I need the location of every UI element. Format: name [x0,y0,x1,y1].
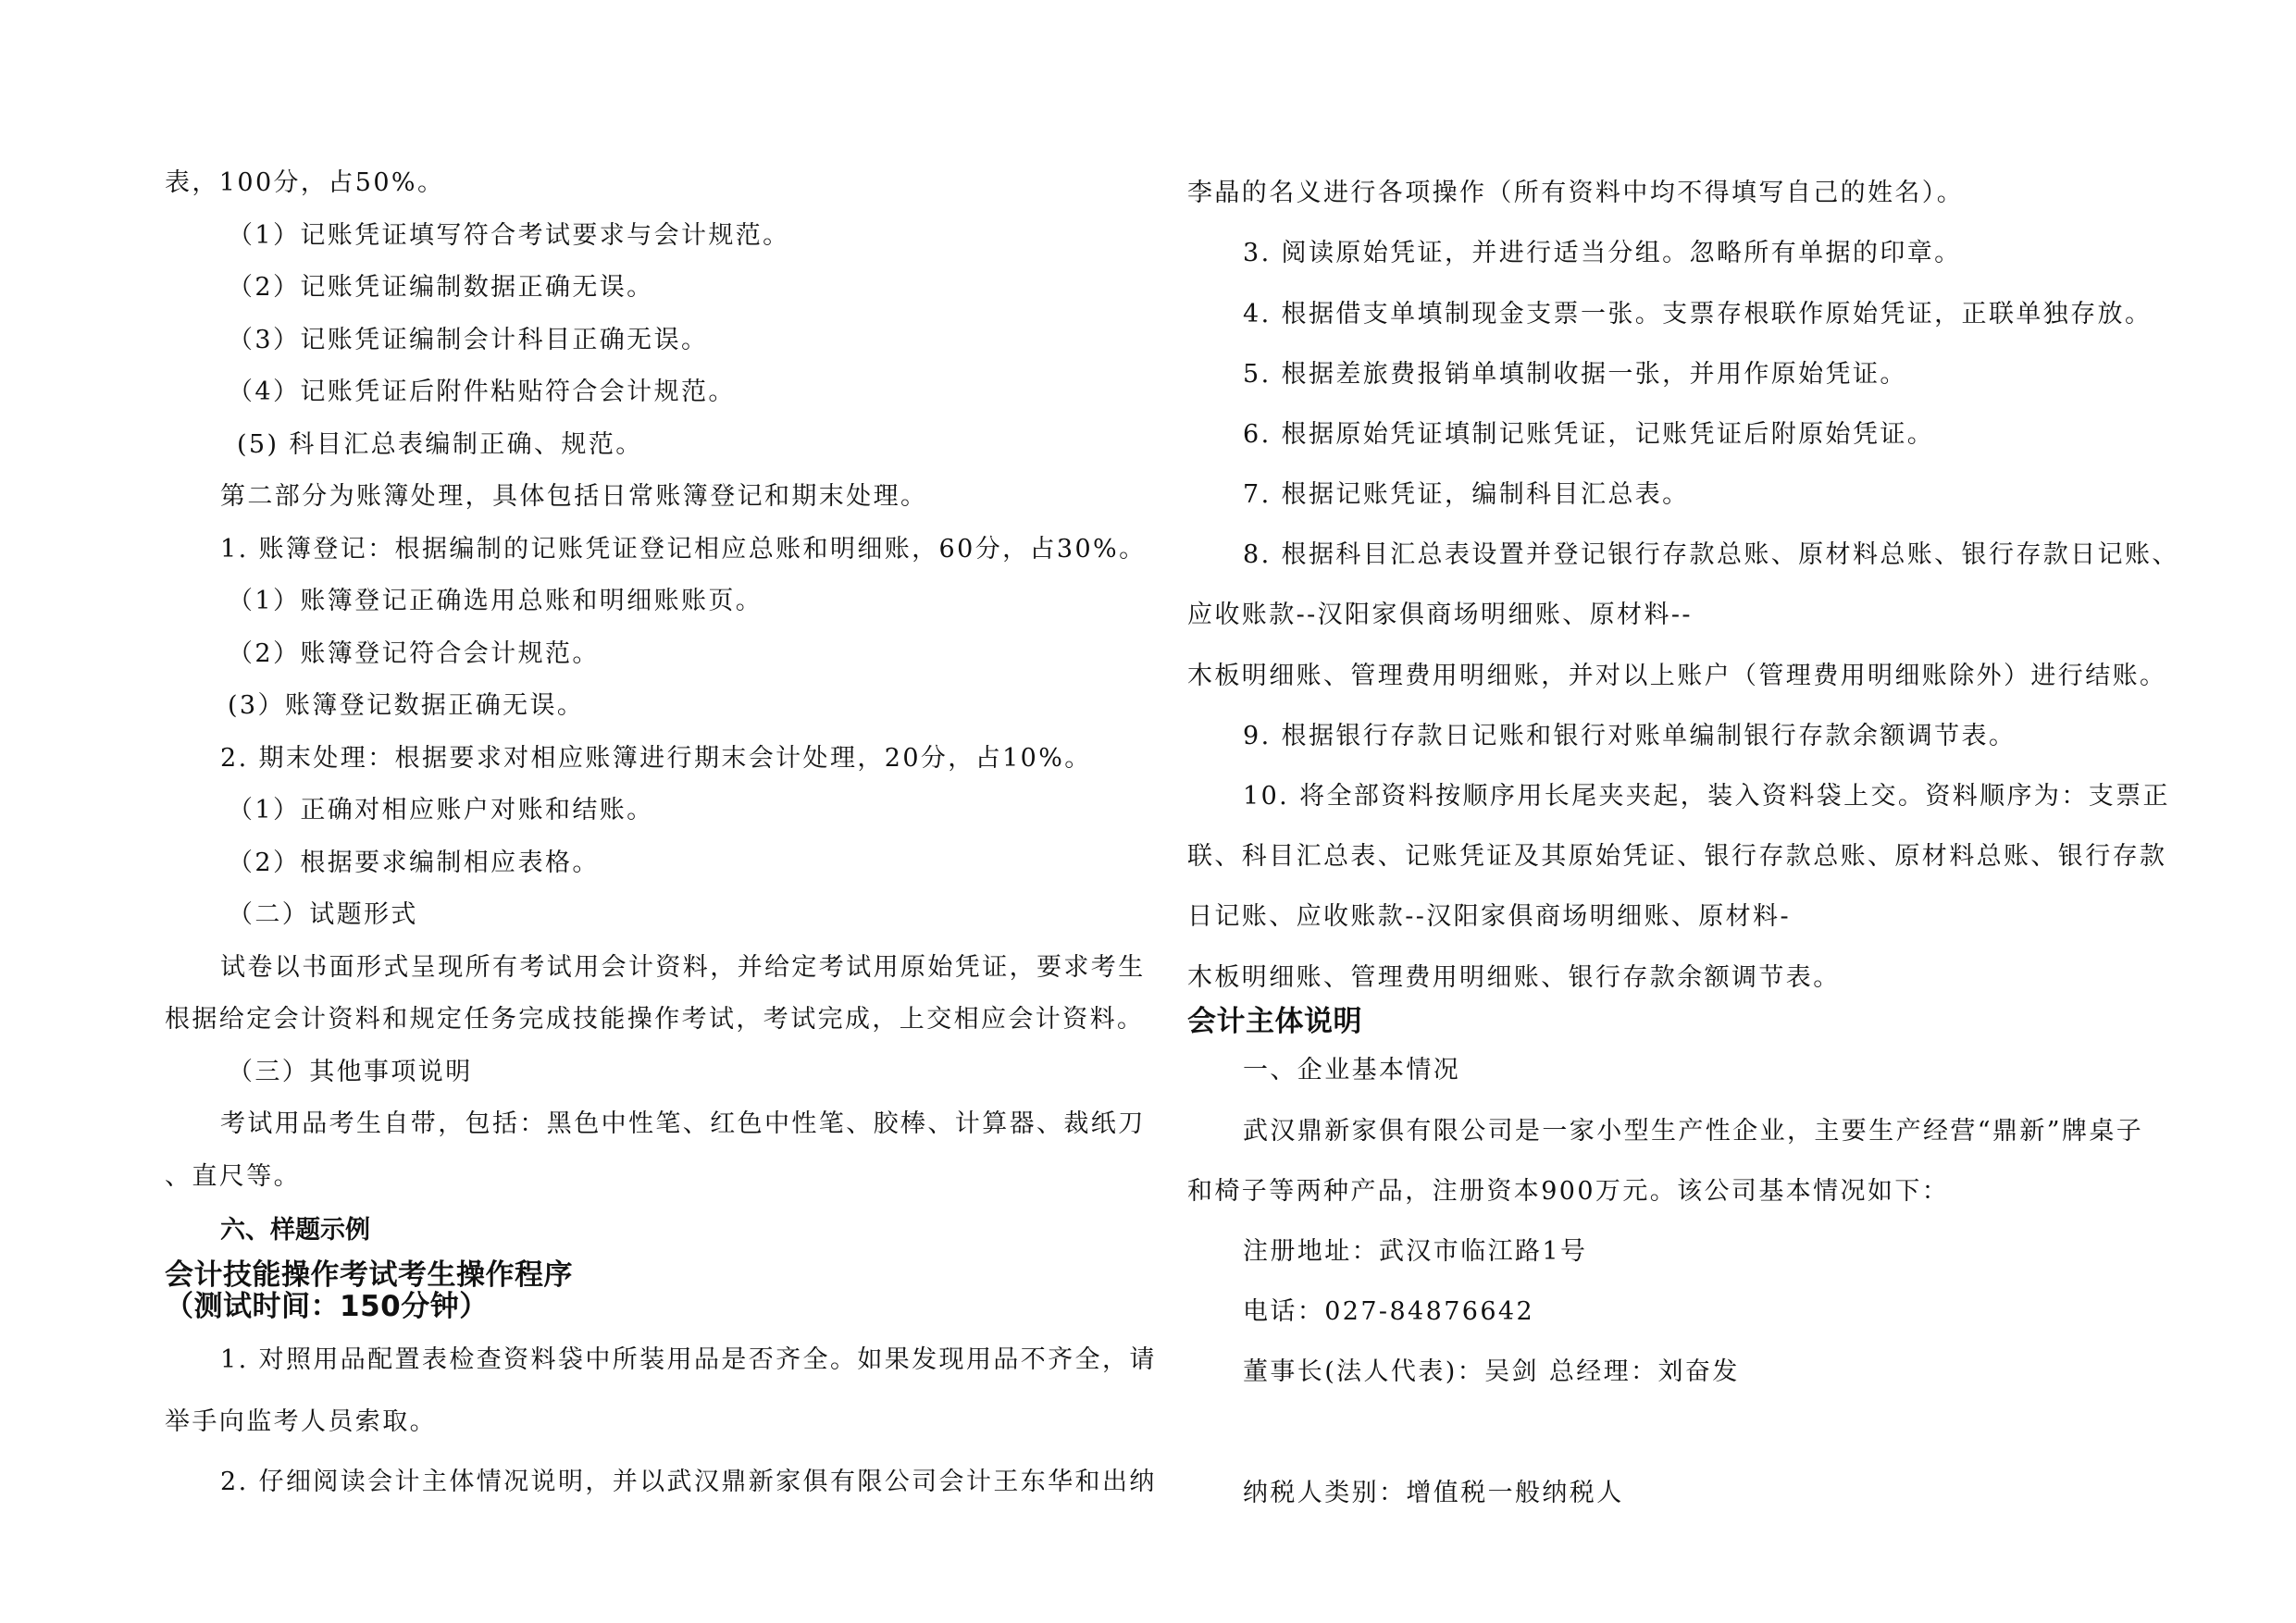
exam-time-subtitle: （测试时间：150分钟） [165,1290,489,1323]
section-six-heading: 六、样题示例 [220,1216,370,1245]
company-line: 武汉鼎新家俱有限公司是一家小型生产性企业，主要生产经营“鼎新”牌桌子 [1243,1117,2144,1146]
text-line: 木板明细账、管理费用明细账、银行存款余额调节表。 [1187,963,1841,992]
text-line: 5. 根据差旅费报销单填制收据一张，并用作原始凭证。 [1243,360,1907,389]
text-line: 应收账款--汉阳家俱商场明细账、原材料-- [1187,601,1693,629]
text-line: 10. 将全部资料按顺序用长尾夹夹起，装入资料袋上交。资料顺序为：支票正 [1243,782,2170,811]
text-line: 、直尺等。 [165,1162,301,1191]
text-line: 根据给定会计资料和规定任务完成技能操作考试，考试完成，上交相应会计资料。 [165,1005,1145,1034]
company-address: 注册地址：武汉市临江路1号 [1243,1237,1588,1266]
text-line: 日记账、应收账款--汉阳家俱商场明细账、原材料- [1187,902,1791,931]
text-line: (5) 科目汇总表编制正确、规范。 [237,430,643,459]
text-line: 试卷以书面形式呈现所有考试用会计资料，并给定考试用原始凭证，要求考生 [220,953,1146,982]
text-line: 3. 阅读原始凭证，并进行适当分组。忽略所有单据的印章。 [1243,239,1962,267]
text-line: 木板明细账、管理费用明细账，并对以上账户（管理费用明细账除外）进行结账。 [1187,662,2167,690]
company-line: 一、企业基本情况 [1243,1056,1461,1084]
text-line: 李晶的名义进行各项操作（所有资料中均不得填写自己的姓名）。 [1187,179,1965,207]
text-line: （1）正确对相应账户对账和结账。 [228,796,654,824]
text-line: (3）账簿登记数据正确无误。 [228,691,585,720]
entity-section-title: 会计主体说明 [1187,1005,1362,1038]
taxpayer-type: 纳税人类别：增值税一般纳税人 [1243,1479,1624,1507]
company-officers: 董事长(法人代表)：吴剑 总经理：刘奋发 [1243,1357,1740,1386]
text-line: 8. 根据科目汇总表设置并登记银行存款总账、原材料总账、银行存款日记账、 [1243,540,2179,569]
text-line: （3）记账凭证编制会计科目正确无误。 [228,326,709,354]
text-line: 2. 期末处理：根据要求对相应账簿进行期末会计处理，20分，占10%。 [220,744,1092,773]
text-line: （4）记账凭证后附件粘贴符合会计规范。 [228,378,736,406]
text-line: （1）账簿登记正确选用总账和明细账账页。 [228,587,763,615]
step-line: 举手向监考人员索取。 [165,1407,437,1436]
company-phone: 电话：027-84876642 [1243,1297,1535,1326]
text-line: 联、科目汇总表、记账凭证及其原始凭证、银行存款总账、原材料总账、银行存款 [1187,842,2167,871]
text-line: （三）其他事项说明 [228,1058,473,1086]
text-line: （2）根据要求编制相应表格。 [228,849,600,877]
text-line: 1. 账簿登记：根据编制的记账凭证登记相应总账和明细账，60分，占30%。 [220,535,1147,564]
text-line: 6. 根据原始凭证填制记账凭证，记账凭证后附原始凭证。 [1243,420,1935,449]
text-line: （2）账簿登记符合会计规范。 [228,639,600,668]
text-line: （二）试题形式 [228,900,418,929]
text-line: 7. 根据记账凭证，编制科目汇总表。 [1243,480,1690,509]
exam-title: 会计技能操作考试考生操作程序 [165,1258,573,1292]
text-line: （2）记账凭证编制数据正确无误。 [228,273,654,302]
step-line: 2. 仔细阅读会计主体情况说明，并以武汉鼎新家俱有限公司会计王东华和出纳 [220,1468,1157,1496]
text-line: 考试用品考生自带，包括：黑色中性笔、红色中性笔、胶棒、计算器、裁纸刀 [220,1109,1146,1138]
text-line: 9. 根据银行存款日记账和银行对账单编制银行存款余额调节表。 [1243,722,2017,750]
step-line: 1. 对照用品配置表检查资料袋中所装用品是否齐全。如果发现用品不齐全，请 [220,1345,1157,1374]
text-line: 第二部分为账簿处理，具体包括日常账簿登记和期末处理。 [220,482,928,511]
text-line: 表，100分，占50%。 [165,168,445,197]
company-line: 和椅子等两种产品，注册资本900万元。该公司基本情况如下： [1187,1177,1950,1206]
text-line: 4. 根据借支单填制现金支票一张。支票存根联作原始凭证，正联单独存放。 [1243,300,2153,328]
text-line: （1）记账凭证填写符合考试要求与会计规范。 [228,221,790,250]
